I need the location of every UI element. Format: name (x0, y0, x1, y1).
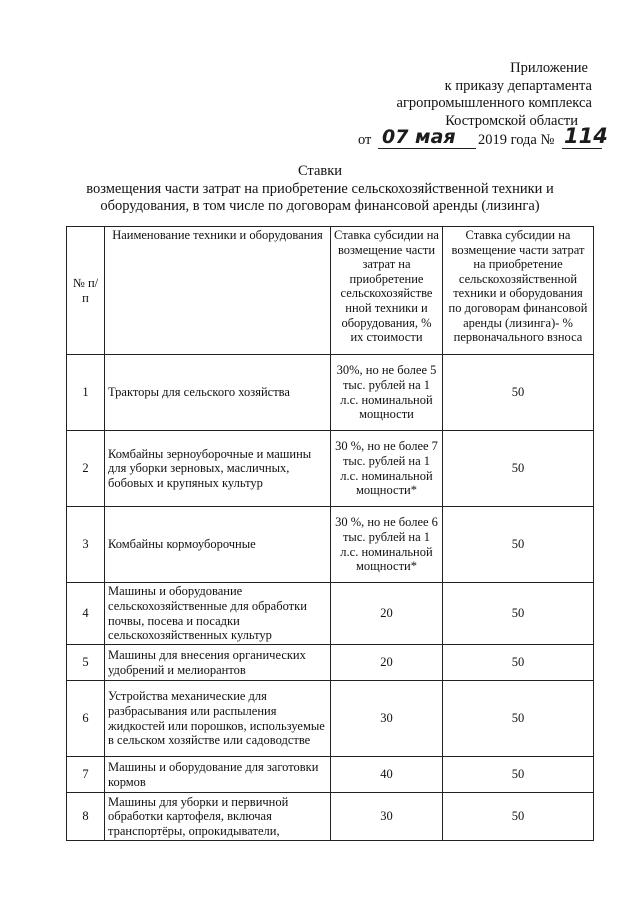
row-num: 3 (67, 507, 105, 583)
row-leasing: 50 (443, 431, 594, 507)
row-rate: 30 (331, 681, 443, 757)
table-header-row (67, 227, 594, 355)
row-rate: 20 (331, 645, 443, 681)
title-line-2: возмещения части затрат на приобретение сельскохозяйственной техники и (86, 180, 554, 197)
order-number-handwritten: 114 (564, 124, 608, 148)
table-row (67, 431, 594, 507)
row-num: 6 (67, 681, 105, 757)
row-leasing: 50 (443, 645, 594, 681)
row-rate: 20 (331, 583, 443, 645)
row-name: Машины и оборудование для заготовки кормов (105, 757, 331, 793)
table-row (67, 681, 594, 757)
order-line (358, 124, 608, 152)
annex-line-region: Костромской области (445, 112, 578, 129)
row-name: Тракторы для сельского хозяйства (105, 355, 331, 431)
annex-line-order-ref: к приказу департамента (444, 77, 592, 94)
header-rate: Ставка субсидии на возмещение части затрат на приобретение сельскохозяйстве нной техники и оборудования, % их стоимости (331, 227, 443, 355)
table-row (67, 507, 594, 583)
row-leasing: 50 (443, 793, 594, 841)
table-row (67, 355, 594, 431)
title-line-3: оборудования, в том числе по договорам финансовой аренды (лизинга) (100, 198, 540, 214)
row-rate: 40 (331, 757, 443, 793)
row-num: 2 (67, 431, 105, 507)
row-name: Машины и оборудование сельскохозяйственные для обработки почвы, посева и посадки сельскохозяйственных культур (105, 583, 331, 645)
annex-title: Приложение (510, 60, 588, 76)
row-rate: 30 %, но не более 7 тыс. рублей на 1 л.с. номинальной мощности* (331, 431, 443, 507)
row-num: 5 (67, 645, 105, 681)
row-rate: 30 %, но не более 6 тыс. рублей на 1 л.с. номинальной мощности* (331, 507, 443, 583)
annex-block (362, 60, 592, 130)
title-heading: Ставки (297, 163, 343, 179)
order-prefix: от (358, 132, 372, 148)
rates-table-wrapper (66, 226, 593, 841)
rates-table (66, 226, 594, 841)
header-leasing: Ставка субсидии на возмещение части затрат на приобретение сельскохозяйственной техники и оборудования по договорам финансовой аренды (лизинга)- % первоначального взноса (443, 227, 594, 355)
row-rate: 30%, но не более 5 тыс. рублей на 1 л.с. номинальной мощности (331, 355, 443, 431)
row-leasing: 50 (443, 355, 594, 431)
row-name: Комбайны кормоуборочные (105, 507, 331, 583)
row-num: 4 (67, 583, 105, 645)
row-name: Машины для внесения органических удобрений и мелиорантов (105, 645, 331, 681)
row-leasing: 50 (443, 757, 594, 793)
table-row (67, 645, 594, 681)
annex-line-department: агропромышленного комплекса (396, 95, 592, 111)
row-leasing: 50 (443, 507, 594, 583)
row-num: 8 (67, 793, 105, 841)
date-underline (378, 148, 476, 149)
header-num: № п/п (67, 227, 105, 355)
row-name: Устройства механические для разбрасывания или распыления жидкостей или порошков, используемые в сельском хозяйстве или садоводстве (105, 681, 331, 757)
document-title (0, 163, 640, 216)
table-row (67, 793, 594, 841)
row-leasing: 50 (443, 583, 594, 645)
number-underline (562, 148, 602, 149)
row-name: Машины для уборки и первичной обработки картофеля, включая транспортёры, опрокидыватели, (105, 793, 331, 841)
row-num: 1 (67, 355, 105, 431)
row-num: 7 (67, 757, 105, 793)
header-name: Наименование техники и оборудования (105, 227, 331, 355)
row-rate: 30 (331, 793, 443, 841)
table-row (67, 583, 594, 645)
order-date-handwritten: 07 мая (382, 126, 456, 148)
row-leasing: 50 (443, 681, 594, 757)
table-row (67, 757, 594, 793)
order-year-text: 2019 года № (478, 132, 555, 148)
row-name: Комбайны зерноуборочные и машины для уборки зерновых, масличных, бобовых и крупяных культур (105, 431, 331, 507)
